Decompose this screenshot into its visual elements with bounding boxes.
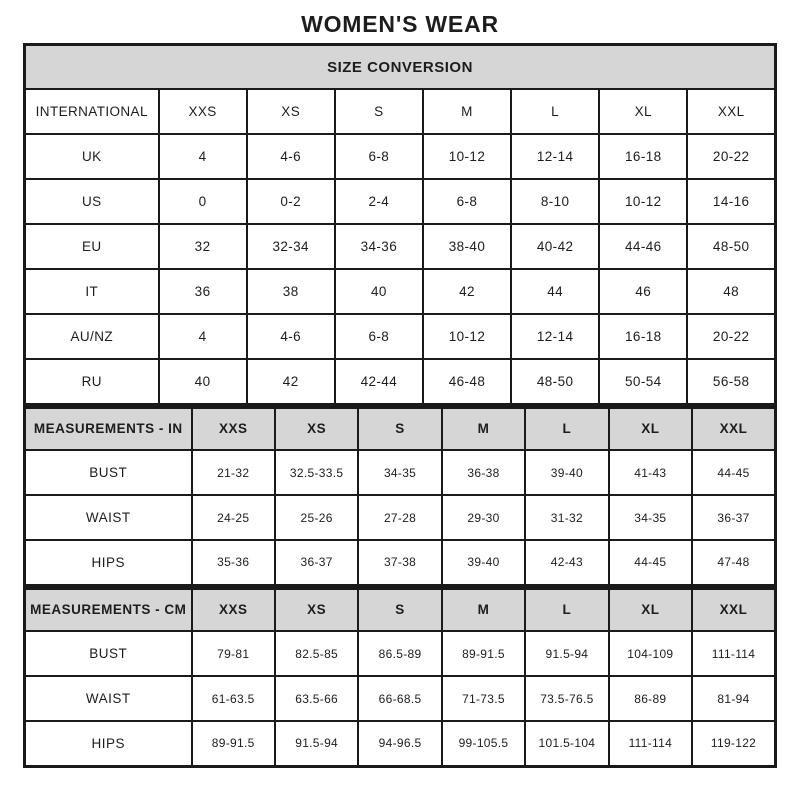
measure-value-cell: 34-35 — [609, 495, 692, 540]
measure-value-cell: 82.5-85 — [275, 631, 358, 676]
measure-label-cell: WAIST — [25, 676, 192, 721]
size-conversion-head — [25, 45, 776, 90]
measure-value-cell: 66-68.5 — [358, 676, 441, 721]
size-value-cell: 10-12 — [423, 134, 511, 179]
measure-value-cell: 32.5-33.5 — [275, 450, 358, 495]
size-column-header: XL — [609, 407, 692, 450]
row-label-cell: US — [25, 179, 159, 224]
size-column-header: L — [525, 407, 608, 450]
measure-value-cell: 89-91.5 — [192, 721, 275, 766]
size-conversion-row — [25, 269, 776, 314]
size-value-cell: 12-14 — [511, 134, 599, 179]
measure-label-cell: HIPS — [25, 721, 192, 766]
measure-value-cell: 91.5-94 — [525, 631, 608, 676]
measure-value-cell: 81-94 — [692, 676, 775, 721]
size-value-cell: 10-12 — [423, 314, 511, 359]
measure-value-cell: 86-89 — [609, 676, 692, 721]
measure-value-cell: 39-40 — [442, 540, 525, 585]
measure-value-cell: 36-37 — [275, 540, 358, 585]
measurements-in-row — [25, 495, 776, 540]
measure-value-cell: 111-114 — [609, 721, 692, 766]
measurements-cm-row — [25, 676, 776, 721]
size-value-cell: 42-44 — [335, 359, 423, 404]
size-column-header: S — [335, 89, 423, 134]
size-conversion-title: SIZE CONVERSION — [25, 45, 776, 90]
measure-value-cell: 41-43 — [609, 450, 692, 495]
size-value-cell: 38-40 — [423, 224, 511, 269]
system-column-header: INTERNATIONAL — [25, 89, 159, 134]
size-value-cell: 14-16 — [687, 179, 775, 224]
size-value-cell: 4 — [159, 314, 247, 359]
size-value-cell: 56-58 — [687, 359, 775, 404]
measure-value-cell: 71-73.5 — [442, 676, 525, 721]
size-value-cell: 2-4 — [335, 179, 423, 224]
measure-value-cell: 47-48 — [692, 540, 775, 585]
measure-value-cell: 89-91.5 — [442, 631, 525, 676]
measurements-cm-table — [23, 587, 777, 768]
size-column-header: XXS — [192, 407, 275, 450]
size-value-cell: 8-10 — [511, 179, 599, 224]
size-column-header: L — [511, 89, 599, 134]
size-conversion-row — [25, 179, 776, 224]
size-conversion-table — [23, 43, 777, 406]
size-value-cell: 10-12 — [599, 179, 687, 224]
size-value-cell: 40-42 — [511, 224, 599, 269]
measurements-in-header-row — [25, 407, 776, 450]
measurements-cm-title: MEASUREMENTS - CM — [25, 588, 192, 631]
measurements-in-head — [25, 407, 776, 450]
size-column-header: M — [442, 407, 525, 450]
size-value-cell: 0 — [159, 179, 247, 224]
measure-value-cell: 42-43 — [525, 540, 608, 585]
measure-value-cell: 44-45 — [609, 540, 692, 585]
size-value-cell: 16-18 — [599, 314, 687, 359]
size-value-cell: 50-54 — [599, 359, 687, 404]
measure-value-cell: 21-32 — [192, 450, 275, 495]
size-column-header: M — [442, 588, 525, 631]
measure-value-cell: 94-96.5 — [358, 721, 441, 766]
size-value-cell: 38 — [247, 269, 335, 314]
measurements-in-row — [25, 540, 776, 585]
size-value-cell: 32-34 — [247, 224, 335, 269]
measure-label-cell: WAIST — [25, 495, 192, 540]
measure-label-cell: BUST — [25, 631, 192, 676]
measurements-cm-row — [25, 631, 776, 676]
row-label-cell: EU — [25, 224, 159, 269]
measurements-cm-header-row — [25, 588, 776, 631]
size-value-cell: 42 — [423, 269, 511, 314]
size-value-cell: 0-2 — [247, 179, 335, 224]
measure-value-cell: 119-122 — [692, 721, 775, 766]
size-value-cell: 6-8 — [335, 134, 423, 179]
size-value-cell: 46 — [599, 269, 687, 314]
measure-value-cell: 101.5-104 — [525, 721, 608, 766]
size-conversion-row — [25, 224, 776, 269]
size-value-cell: 42 — [247, 359, 335, 404]
measure-value-cell: 61-63.5 — [192, 676, 275, 721]
measure-label-cell: HIPS — [25, 540, 192, 585]
size-column-header: XS — [247, 89, 335, 134]
measure-value-cell: 31-32 — [525, 495, 608, 540]
measure-value-cell: 37-38 — [358, 540, 441, 585]
size-column-header: XXL — [687, 89, 775, 134]
size-column-header: L — [525, 588, 608, 631]
measure-value-cell: 79-81 — [192, 631, 275, 676]
size-value-cell: 48 — [687, 269, 775, 314]
size-value-cell: 6-8 — [335, 314, 423, 359]
size-value-cell: 4 — [159, 134, 247, 179]
measure-value-cell: 36-37 — [692, 495, 775, 540]
measure-value-cell: 99-105.5 — [442, 721, 525, 766]
measurements-in-table — [23, 406, 777, 587]
row-label-cell: IT — [25, 269, 159, 314]
size-value-cell: 32 — [159, 224, 247, 269]
size-systems-header-row — [25, 89, 776, 134]
size-value-cell: 40 — [159, 359, 247, 404]
measurements-in-body — [25, 450, 776, 585]
measure-value-cell: 111-114 — [692, 631, 775, 676]
size-value-cell: 44-46 — [599, 224, 687, 269]
measure-value-cell: 36-38 — [442, 450, 525, 495]
row-label-cell: UK — [25, 134, 159, 179]
measure-value-cell: 91.5-94 — [275, 721, 358, 766]
measure-value-cell: 86.5-89 — [358, 631, 441, 676]
size-column-header: XL — [609, 588, 692, 631]
measure-value-cell: 39-40 — [525, 450, 608, 495]
measure-value-cell: 104-109 — [609, 631, 692, 676]
size-value-cell: 4-6 — [247, 314, 335, 359]
size-column-header: S — [358, 588, 441, 631]
size-conversion-row — [25, 314, 776, 359]
size-value-cell: 4-6 — [247, 134, 335, 179]
size-value-cell: 34-36 — [335, 224, 423, 269]
measure-value-cell: 24-25 — [192, 495, 275, 540]
measure-value-cell: 34-35 — [358, 450, 441, 495]
measurements-cm-head — [25, 588, 776, 631]
size-value-cell: 20-22 — [687, 134, 775, 179]
measure-value-cell: 25-26 — [275, 495, 358, 540]
size-value-cell: 16-18 — [599, 134, 687, 179]
size-column-header: S — [358, 407, 441, 450]
size-value-cell: 20-22 — [687, 314, 775, 359]
measurements-in-title: MEASUREMENTS - IN — [25, 407, 192, 450]
size-value-cell: 48-50 — [687, 224, 775, 269]
size-column-header: XS — [275, 407, 358, 450]
page-title: WOMEN'S WEAR — [301, 11, 499, 37]
measurements-cm-body — [25, 631, 776, 766]
size-column-header: XXL — [692, 588, 775, 631]
size-conversion-row — [25, 134, 776, 179]
measure-value-cell: 63.5-66 — [275, 676, 358, 721]
measure-value-cell: 29-30 — [442, 495, 525, 540]
size-conversion-row — [25, 359, 776, 404]
measure-value-cell: 27-28 — [358, 495, 441, 540]
size-value-cell: 46-48 — [423, 359, 511, 404]
measure-value-cell: 73.5-76.5 — [525, 676, 608, 721]
size-column-header: XL — [599, 89, 687, 134]
size-value-cell: 48-50 — [511, 359, 599, 404]
size-column-header: XXS — [192, 588, 275, 631]
size-value-cell: 40 — [335, 269, 423, 314]
size-value-cell: 12-14 — [511, 314, 599, 359]
size-column-header: M — [423, 89, 511, 134]
row-label-cell: RU — [25, 359, 159, 404]
measure-label-cell: BUST — [25, 450, 192, 495]
row-label-cell: AU/NZ — [25, 314, 159, 359]
size-column-header: XXL — [692, 407, 775, 450]
size-conversion-title-row — [25, 45, 776, 90]
measurements-cm-row — [25, 721, 776, 766]
measure-value-cell: 44-45 — [692, 450, 775, 495]
size-column-header: XXS — [159, 89, 247, 134]
size-conversion-body — [25, 89, 776, 404]
measure-value-cell: 35-36 — [192, 540, 275, 585]
size-value-cell: 36 — [159, 269, 247, 314]
size-column-header: XS — [275, 588, 358, 631]
size-value-cell: 6-8 — [423, 179, 511, 224]
size-value-cell: 44 — [511, 269, 599, 314]
measurements-in-row — [25, 450, 776, 495]
